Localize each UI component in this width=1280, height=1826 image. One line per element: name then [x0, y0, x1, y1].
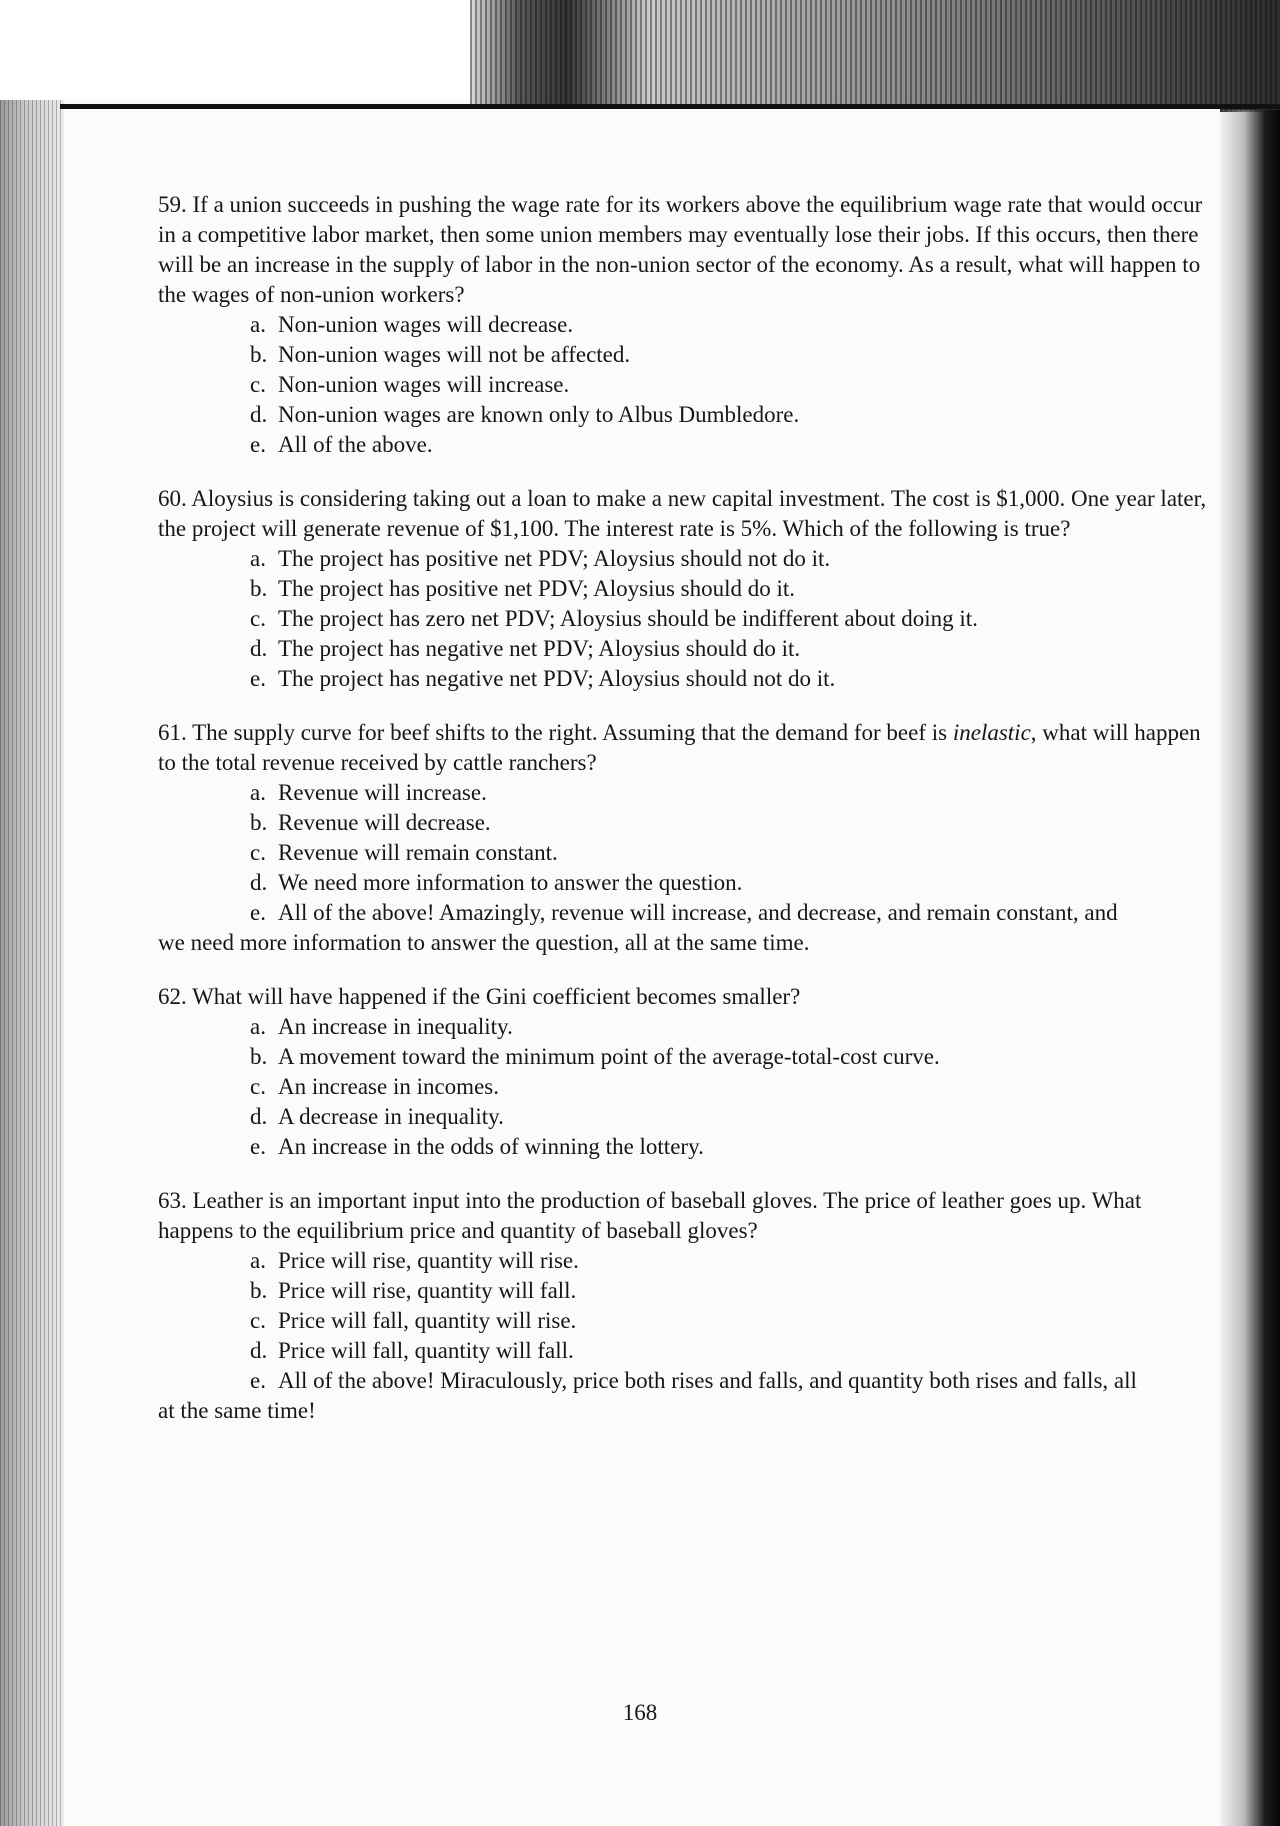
- question-text: If a union succeeds in pushing the wage rate for its workers above the equilibrium wage rate that would occur in a competitive labor market, then some union members may eventually lose their jobs. If this occurs, then there will be an increase in the supply of labor in the non-union sector of the economy. As a result, what will happen to the wages of non-union workers?: [158, 192, 1203, 307]
- answer-option: [250, 838, 1220, 868]
- option-letter: a.: [250, 1248, 266, 1273]
- option-letter: c.: [250, 372, 266, 397]
- option-text: A decrease in inequality.: [278, 1104, 504, 1129]
- option-text: Non-union wages are known only to Albus Dumbledore.: [278, 402, 800, 427]
- question-text: Leather is an important input into the production of baseball gloves. The price of leather goes up. What happens to the equilibrium price and quantity of baseball gloves?: [158, 1188, 1142, 1243]
- answer-option-continuation: at the same time!: [158, 1398, 316, 1423]
- question-text-before: The supply curve for beef shifts to the right. Assuming that the demand for beef is: [192, 720, 953, 745]
- question-stem: [158, 190, 1220, 310]
- answer-options: [158, 1246, 1220, 1426]
- page-number: 168: [622, 1700, 658, 1725]
- option-letter: e.: [250, 432, 266, 457]
- option-letter: a.: [250, 780, 266, 805]
- answer-option: [250, 310, 1220, 340]
- option-text: The project has positive net PDV; Aloysius should do it.: [278, 576, 796, 601]
- option-letter: c.: [250, 606, 266, 631]
- question-63: [158, 1186, 1220, 1426]
- question-62: [158, 982, 1220, 1162]
- question-emphasis: inelastic: [952, 720, 1031, 745]
- answer-option: [250, 1336, 1220, 1366]
- option-letter: c.: [250, 1308, 266, 1333]
- option-letter: e.: [250, 1134, 266, 1159]
- option-text: All of the above! Amazingly, revenue will increase, and decrease, and remain constant, and: [278, 900, 1118, 925]
- answer-option: [250, 604, 1220, 634]
- question-59: [158, 190, 1220, 460]
- option-text: The project has zero net PDV; Aloysius should be indifferent about doing it.: [278, 606, 978, 631]
- option-letter: d.: [250, 402, 268, 427]
- answer-option: [250, 340, 1220, 370]
- option-text: Price will fall, quantity will fall.: [278, 1338, 574, 1363]
- option-text: All of the above.: [278, 432, 433, 457]
- option-letter: c.: [250, 1074, 266, 1099]
- option-text: The project has negative net PDV; Aloysius should not do it.: [278, 666, 836, 691]
- answer-options: [158, 544, 1220, 694]
- option-text: An increase in incomes.: [278, 1074, 499, 1099]
- option-letter: e.: [250, 900, 266, 925]
- option-letter: d.: [250, 636, 268, 661]
- option-text: We need more information to answer the question.: [278, 870, 743, 895]
- option-text: An increase in the odds of winning the lottery.: [278, 1134, 704, 1159]
- option-text: Non-union wages will increase.: [278, 372, 570, 397]
- answer-option: [250, 664, 1220, 694]
- option-text: All of the above! Miraculously, price both rises and falls, and quantity both rises and falls, all: [278, 1368, 1137, 1393]
- option-letter: c.: [250, 840, 266, 865]
- answer-option: [250, 1366, 1220, 1396]
- scan-left-edge: [0, 100, 64, 1826]
- option-text: Non-union wages will not be affected.: [278, 342, 631, 367]
- option-text: Revenue will increase.: [278, 780, 487, 805]
- question-number: 63.: [158, 1188, 187, 1213]
- question-60: [158, 484, 1220, 694]
- answer-option: [250, 1306, 1220, 1336]
- option-letter: d.: [250, 870, 268, 895]
- scan-right-edge: [1220, 110, 1280, 1826]
- scan-binding-shadow: [470, 0, 1280, 112]
- question-stem: [158, 982, 1220, 1012]
- question-stem: [158, 1186, 1220, 1246]
- page-top-edge: [60, 104, 1280, 109]
- answer-option: [250, 544, 1220, 574]
- answer-option: [250, 1276, 1220, 1306]
- question-number: 59.: [158, 192, 187, 217]
- question-text: Aloysius is considering taking out a loan to make a new capital investment. The cost is $1,000. One year later, the project will generate revenue of $1,100. The interest rate is 5%. Which of the following is true?: [158, 486, 1207, 541]
- question-number: 61.: [158, 720, 187, 745]
- question-text: What will have happened if the Gini coefficient becomes smaller?: [192, 984, 801, 1009]
- option-text: Revenue will decrease.: [278, 810, 491, 835]
- option-text: Revenue will remain constant.: [278, 840, 558, 865]
- question-number: 60.: [158, 486, 187, 511]
- option-text: The project has positive net PDV; Aloysius should not do it.: [278, 546, 831, 571]
- answer-option: [250, 1132, 1220, 1162]
- answer-option: [250, 400, 1220, 430]
- option-text: The project has negative net PDV; Aloysius should do it.: [278, 636, 801, 661]
- answer-option: [250, 1012, 1220, 1042]
- answer-option: [250, 898, 1220, 928]
- answer-option: [250, 1072, 1220, 1102]
- question-61: [158, 718, 1220, 958]
- answer-option: [250, 634, 1220, 664]
- option-text: Non-union wages will decrease.: [278, 312, 574, 337]
- option-letter: a.: [250, 546, 266, 571]
- option-letter: a.: [250, 312, 266, 337]
- question-stem: [158, 718, 1220, 778]
- option-letter: b.: [250, 1278, 268, 1303]
- option-letter: b.: [250, 1044, 268, 1069]
- option-letter: b.: [250, 576, 268, 601]
- option-letter: e.: [250, 666, 266, 691]
- answer-option: [250, 430, 1220, 460]
- answer-option: [250, 574, 1220, 604]
- answer-options: [158, 1012, 1220, 1162]
- answer-option: [250, 808, 1220, 838]
- answer-option: [250, 1246, 1220, 1276]
- answer-option: [250, 868, 1220, 898]
- option-letter: e.: [250, 1368, 266, 1393]
- answer-option-continuation: we need more information to answer the question, all at the same time.: [158, 930, 810, 955]
- option-letter: d.: [250, 1338, 268, 1363]
- answer-option: [250, 1102, 1220, 1132]
- question-stem: [158, 484, 1220, 544]
- option-text: A movement toward the minimum point of the average-total-cost curve.: [278, 1044, 940, 1069]
- option-letter: d.: [250, 1104, 268, 1129]
- question-text-after: , what will happen to the total revenue received by cattle ranchers?: [158, 720, 1201, 775]
- option-text: Price will rise, quantity will rise.: [278, 1248, 579, 1273]
- answer-option: [250, 370, 1220, 400]
- option-text: Price will fall, quantity will rise.: [278, 1308, 577, 1333]
- option-text: An increase in inequality.: [278, 1014, 513, 1039]
- option-letter: a.: [250, 1014, 266, 1039]
- option-letter: b.: [250, 342, 268, 367]
- question-number: 62.: [158, 984, 187, 1009]
- question-list: [158, 190, 1220, 1450]
- answer-options: [158, 310, 1220, 460]
- option-letter: b.: [250, 810, 268, 835]
- answer-options: [158, 778, 1220, 958]
- answer-option: [250, 778, 1220, 808]
- option-text: Price will rise, quantity will fall.: [278, 1278, 577, 1303]
- answer-option: [250, 1042, 1220, 1072]
